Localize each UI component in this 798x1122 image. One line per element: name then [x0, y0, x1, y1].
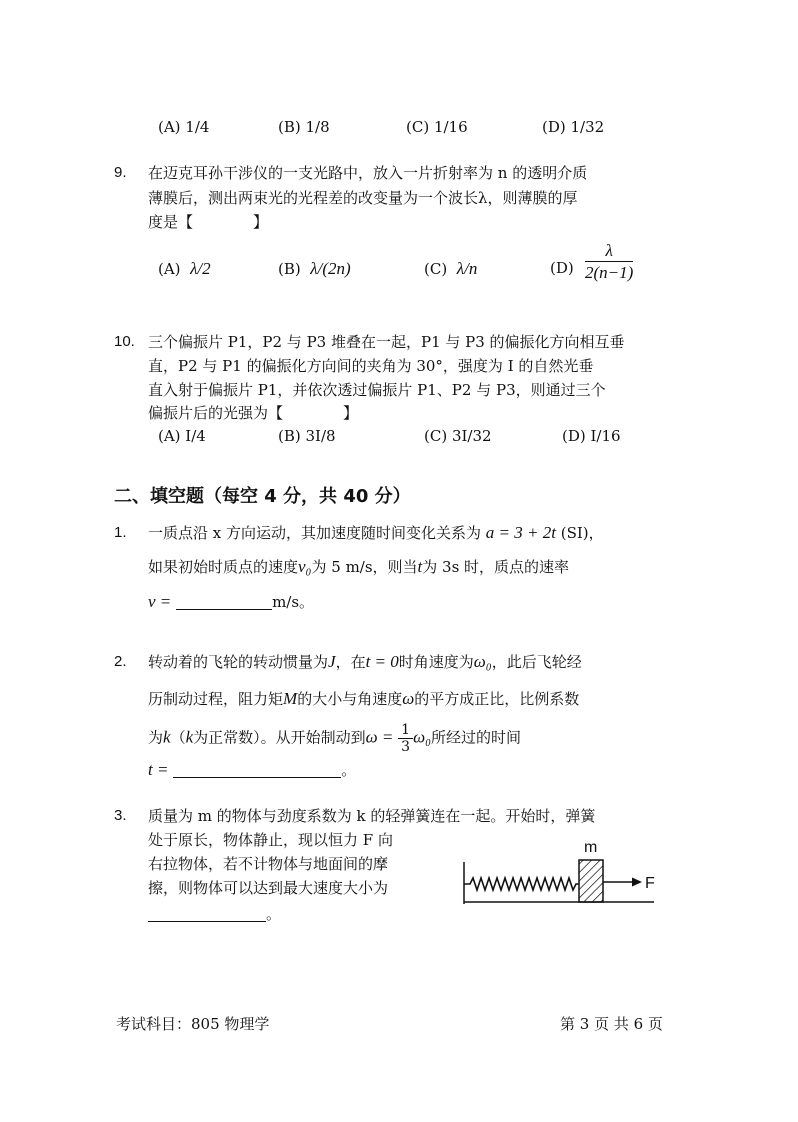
q10-option-a: (A) I/4 — [158, 427, 206, 445]
f3-period: 。 — [266, 905, 282, 923]
f2-line-1-text-b: ，在 — [335, 653, 366, 671]
f2-line-3-text-b: （ — [170, 728, 186, 747]
f2-k-symbol: k — [163, 727, 171, 747]
f1-v0-symbol: v₀ — [298, 557, 312, 576]
q9-option-c-expr: λ/n — [456, 259, 478, 278]
f1-line-1-unit: (SI)， — [560, 524, 604, 542]
f2-omega-eq: ω = — [365, 727, 394, 747]
f2-k-symbol-2: k — [185, 727, 194, 747]
q9-line-2: 薄膜后，测出两束光的光程差的改变量为一个波长λ，则薄膜的厚 — [148, 189, 578, 207]
q9-option-a — [158, 259, 211, 279]
q8-option-d: (D) 1/32 — [542, 118, 605, 136]
f3-line-2: 处于原长，物体静止，现以恒力 F 向 — [148, 831, 393, 849]
f1-t-symbol: t — [417, 557, 423, 576]
f3-line-4: 擦，则物体可以达到最大速度大小为 — [148, 879, 389, 897]
q10-line-2: 直，P2 与 P1 的偏振化方向间的夹角为 30°，强度为 I 的自然光垂 — [148, 357, 594, 375]
f2-line-3-text-d: 所经过的时间 — [431, 728, 522, 747]
f3-answer-blank[interactable] — [148, 905, 266, 922]
q9-option-b-label: (B) — [278, 260, 301, 278]
f2-line-2-text-b: 的大小与角速度 — [297, 690, 403, 708]
f3-line-5 — [148, 902, 281, 926]
f2-omega-symbol: ω — [402, 689, 415, 708]
q8-option-b: (B) 1/8 — [278, 118, 330, 136]
f2-omega0-symbol: ω₀ — [473, 652, 492, 671]
q9-option-b — [278, 259, 351, 279]
f1-number: 1. — [114, 524, 127, 541]
q8-option-c: (C) 1/16 — [406, 118, 468, 136]
q9-number: 9. — [114, 164, 127, 181]
q10-number: 10. — [114, 333, 135, 350]
q9-option-c-label: (C) — [424, 260, 448, 278]
q10-option-b: (B) 3I/8 — [278, 427, 336, 445]
f1-line-2-text-b: 为 5 m/s，则当 — [311, 558, 418, 576]
f2-t-symbol: t = — [148, 760, 169, 779]
f2-line-3 — [148, 722, 521, 755]
q9-option-d-numerator: λ — [585, 241, 633, 262]
f1-line-1 — [148, 521, 604, 545]
mass-block — [579, 860, 603, 902]
f1-line-2 — [148, 555, 569, 579]
f2-number: 2. — [114, 653, 127, 670]
spring-icon — [464, 878, 579, 890]
q9-option-b-expr: λ/(2n) — [310, 259, 351, 278]
f2-line-1-text-d: ，此后飞轮经 — [491, 653, 582, 671]
f1-line-3 — [148, 590, 314, 614]
f2-line-1-text-a: 转动着的飞轮的转动惯量为 — [148, 653, 329, 671]
q10-option-d: (D) I/16 — [562, 427, 621, 445]
f2-line-4 — [148, 758, 356, 782]
f3-line-3: 右拉物体，若不计物体与地面间的摩 — [148, 855, 389, 873]
footer-subject: 考试科目：805 物理学 — [116, 1015, 270, 1033]
q9-option-d-denominator: 2(n−1) — [585, 263, 634, 282]
f2-one-third-fraction — [398, 722, 413, 755]
f2-fraction-numerator: 1 — [398, 722, 413, 739]
f2-answer-blank[interactable] — [173, 761, 341, 778]
q10-line-3: 直入射于偏振片 P1，并依次透过偏振片 P1、P2 与 P3，则通过三个 — [148, 381, 606, 399]
q9-option-a-label: (A) — [158, 260, 181, 278]
mass-label: m — [584, 839, 598, 856]
q9-option-d-label: (D) — [550, 259, 574, 277]
arrow-right-icon — [632, 878, 642, 887]
f2-t0-expr: t = 0 — [365, 652, 399, 671]
f1-v-symbol: v = — [148, 592, 172, 611]
f1-line-2-text-c: 为 3s 时，质点的速率 — [422, 558, 570, 576]
f2-line-3-text-a: 为 — [148, 728, 164, 747]
f2-omega0-symbol-2: ω₀ — [413, 727, 431, 747]
f2-line-1 — [148, 650, 582, 674]
f3-line-1: 质量为 m 的物体与劲度系数为 k 的轻弹簧连在一起。开始时，弹簧 — [148, 807, 596, 825]
q9-option-a-expr: λ/2 — [190, 259, 211, 278]
section-2-heading: 二、填空题（每空 4 分，共 40 分） — [114, 486, 411, 507]
force-label: F — [645, 875, 655, 892]
f1-acceleration-formula: a = 3 + 2t — [485, 523, 556, 542]
f2-line-2-text-a: 历制动过程，阻力矩 — [148, 690, 284, 708]
f2-line-1-text-c: 时角速度为 — [398, 653, 474, 671]
f2-line-2-text-c: 的平方成正比，比例系数 — [414, 690, 580, 708]
f1-answer-blank[interactable] — [176, 593, 272, 610]
f2-line-3-text-c: 为正常数）。从开始制动到 — [193, 728, 366, 747]
q9-option-c — [424, 259, 477, 279]
f2-J-symbol: J — [328, 652, 336, 671]
f1-line-1-text: 一质点沿 x 方向运动，其加速度随时间变化关系为 — [148, 524, 481, 542]
f2-M-symbol: M — [283, 689, 298, 708]
q10-option-c: (C) 3I/32 — [424, 427, 492, 445]
f3-number: 3. — [114, 807, 127, 824]
q9-line-1: 在迈克耳孙干涉仪的一支光路中，放入一片折射率为 n 的透明介质 — [148, 164, 588, 182]
q8-option-a: (A) 1/4 — [158, 118, 210, 136]
q9-line-3: 度是【 】 — [148, 213, 269, 231]
q9-option-d-fraction — [585, 241, 633, 284]
f2-fraction-denominator: 3 — [401, 739, 411, 755]
q10-line-4: 偏振片后的光强为【 】 — [148, 404, 359, 422]
spring-mass-diagram — [458, 832, 670, 910]
f1-line-2-text-a: 如果初始时质点的速度 — [148, 558, 299, 576]
f2-period: 。 — [341, 761, 357, 779]
f1-unit: m/s。 — [272, 593, 315, 611]
f2-line-2 — [148, 687, 579, 711]
q10-line-1: 三个偏振片 P1，P2 与 P3 堆叠在一起，P1 与 P3 的偏振化方向相互垂 — [148, 333, 625, 351]
footer-page-number: 第 3 页 共 6 页 — [560, 1015, 663, 1033]
